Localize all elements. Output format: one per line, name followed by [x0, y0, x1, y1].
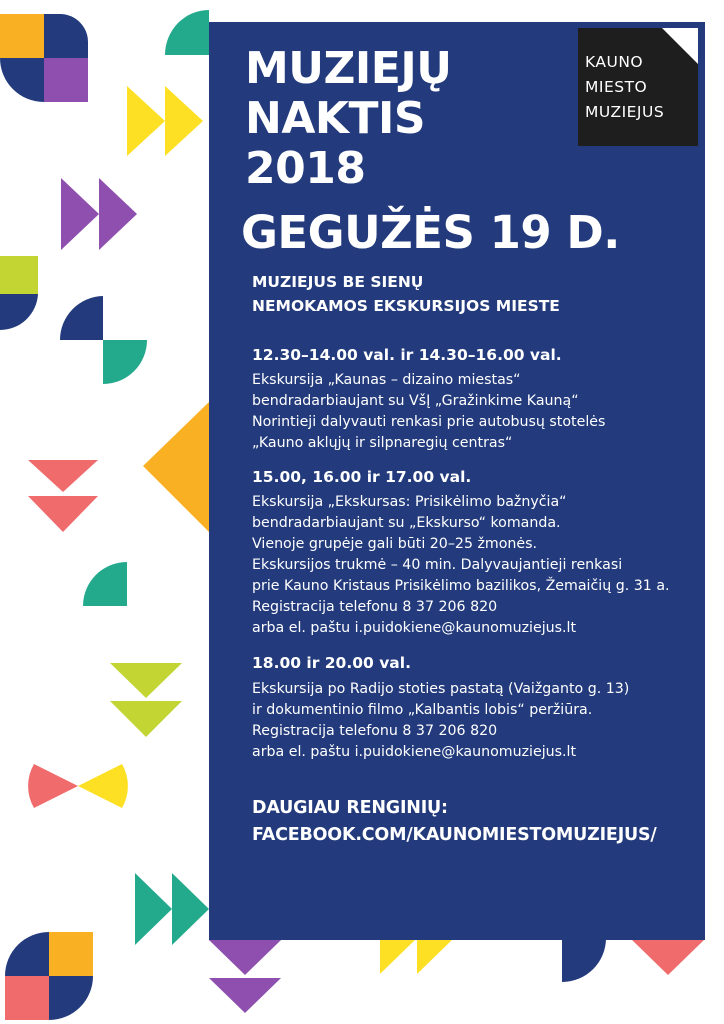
title-line-2: NAKTIS	[245, 93, 426, 144]
title-line-1: MUZIEJŲ	[245, 43, 452, 94]
event-2-line: arba el. paštu i.puidokiene@kaunomuziejus.lt	[252, 620, 577, 636]
triangle-shape	[135, 873, 172, 945]
event-3-line: ir dokumentinio filmo „Kalbantis lobis“ peržiūra.	[252, 702, 593, 718]
quarter-circle-shape	[0, 58, 44, 102]
quarter-circle-shape	[60, 296, 103, 340]
event-3-line: arba el. paštu i.puidokiene@kaunomuziejus.lt	[252, 744, 577, 760]
quarter-circle-shape	[5, 932, 49, 976]
square-shape	[44, 58, 88, 102]
footer-more-events	[252, 795, 657, 849]
event-3-time: 18.00 ir 20.00 val.	[252, 654, 411, 672]
event-3-description	[252, 679, 629, 763]
event-1-line: Norintieji dalyvauti renkasi prie autobusų stotelės	[252, 414, 606, 430]
footer-facebook-link[interactable]: FACEBOOK.COM/KAUNOMIESTOMUZIEJUS/	[252, 825, 657, 845]
poster-title	[245, 44, 451, 194]
event-3-line: Ekskursija po Radijo stoties pastatą (Vaižganto g. 13)	[252, 681, 630, 697]
event-2-description	[252, 492, 670, 639]
triangle-shape	[632, 940, 704, 975]
museum-logo	[578, 28, 698, 146]
logo-corner-fold	[662, 28, 698, 64]
event-3-line: Registracija telefonu 8 37 206 820	[252, 723, 498, 739]
subtitle	[252, 270, 560, 318]
triangle-shape	[110, 701, 182, 737]
quarter-circle-shape	[44, 14, 88, 58]
triangle-shape	[28, 496, 98, 532]
event-1-line: „Kauno aklųjų ir silpnaregių centras“	[252, 435, 513, 451]
subtitle-line-1: MUZIEJUS BE SIENŲ	[252, 273, 424, 291]
event-2-time: 15.00, 16.00 ir 17.00 val.	[252, 468, 472, 486]
square-shape	[0, 14, 44, 58]
quarter-circle-shape	[78, 764, 128, 808]
event-2-line: bendradarbiaujant su „Ekskurso“ komanda.	[252, 515, 561, 531]
logo-line-2: MIESTO	[585, 78, 648, 96]
logo-text	[585, 50, 664, 125]
triangle-shape	[143, 466, 209, 532]
triangle-shape	[110, 663, 182, 698]
quarter-circle-shape	[103, 340, 147, 384]
event-2-line: prie Kauno Kristaus Prisikėlimo bazilikos, Žemaičių g. 31 a.	[252, 578, 670, 594]
quarter-circle-shape	[49, 976, 93, 1020]
quarter-circle-shape	[28, 764, 78, 808]
quarter-circle-shape	[83, 562, 127, 606]
triangle-shape	[28, 460, 98, 492]
triangle-shape	[209, 978, 281, 1013]
event-date: GEGUŽĖS 19 D.	[241, 206, 620, 259]
event-2-line: Registracija telefonu 8 37 206 820	[252, 599, 498, 615]
quarter-circle-shape	[0, 294, 38, 330]
triangle-shape	[61, 178, 99, 250]
quarter-circle-shape	[165, 10, 209, 55]
triangle-shape	[99, 178, 137, 250]
square-shape	[5, 976, 49, 1020]
event-2-line: Vienoje grupėje gali būti 20–25 žmonės.	[252, 536, 538, 552]
title-line-3: 2018	[245, 143, 366, 194]
event-1-line: Ekskursija „Kaunas – dizaino miestas“	[252, 372, 521, 388]
triangle-shape	[127, 86, 165, 156]
triangle-shape	[143, 402, 209, 466]
triangle-shape	[209, 940, 281, 975]
footer-line-1: DAUGIAU RENGINIŲ:	[252, 798, 448, 818]
event-1-time: 12.30–14.00 val. ir 14.30–16.00 val.	[252, 346, 562, 364]
triangle-shape	[172, 873, 209, 945]
event-1-line: bendradarbiaujant su VšĮ „Gražinkime Kauną“	[252, 393, 579, 409]
subtitle-line-2: NEMOKAMOS EKSKURSIJOS MIESTE	[252, 297, 560, 315]
logo-line-3: MUZIEJUS	[585, 103, 665, 121]
square-shape	[49, 932, 93, 976]
square-shape	[0, 256, 38, 294]
event-2-line: Ekskursija „Ekskursas: Prisikėlimo bažnyčia“	[252, 494, 567, 510]
event-2-line: Ekskursijos trukmė – 40 min. Dalyvaujantieji renkasi	[252, 557, 623, 573]
quarter-circle-shape	[562, 938, 606, 982]
event-1-description	[252, 370, 605, 454]
triangle-shape	[165, 86, 203, 156]
logo-line-1: KAUNO	[585, 53, 644, 71]
